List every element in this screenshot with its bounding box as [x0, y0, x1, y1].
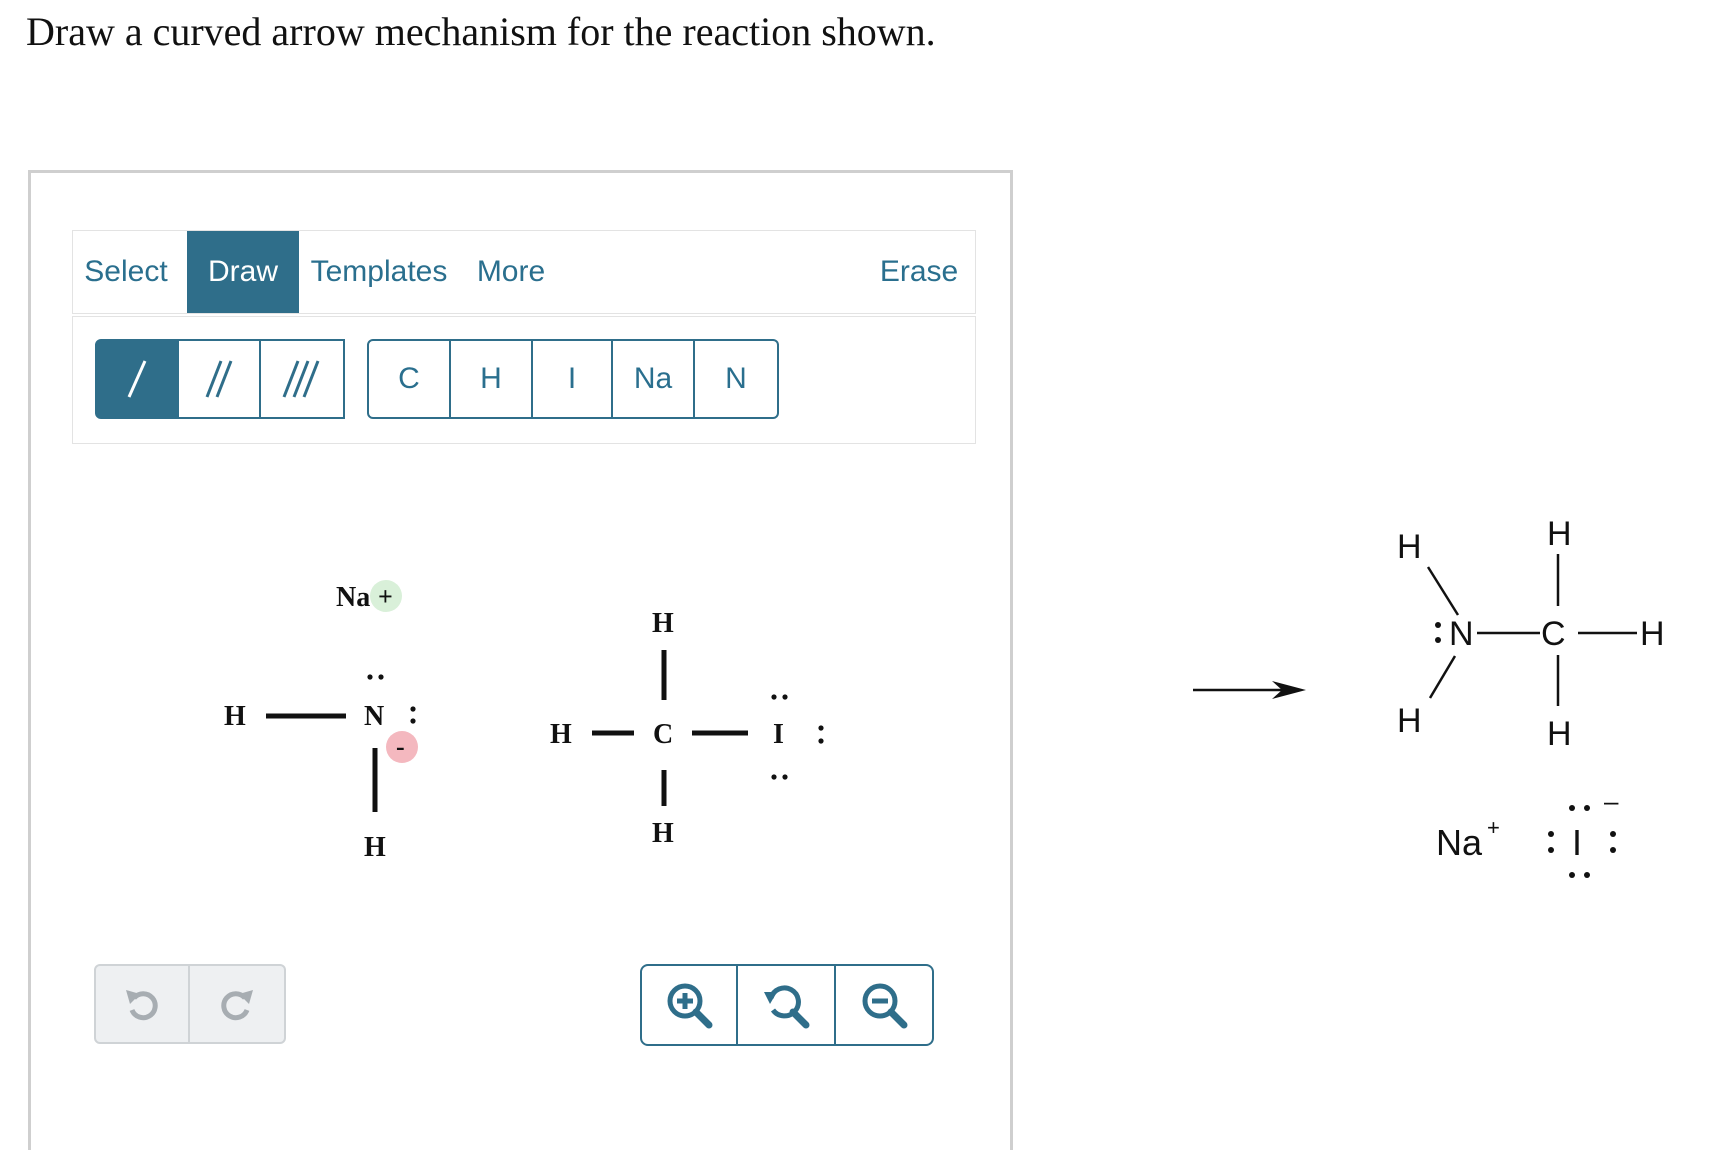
- product-sodium-charge: +: [1487, 815, 1500, 840]
- templates-menu[interactable]: Templates: [305, 231, 453, 313]
- zoom-out-button[interactable]: [836, 964, 934, 1046]
- question-text: Draw a curved arrow mechanism for the reaction shown.: [26, 9, 936, 54]
- element-n-button[interactable]: N: [695, 339, 779, 419]
- negative-charge-label: -: [396, 732, 405, 761]
- lone-pair-dot: [782, 694, 787, 699]
- lone-pair-dot: [782, 774, 787, 779]
- methyl-h-top[interactable]: H: [652, 608, 674, 639]
- element-i-button[interactable]: I: [533, 339, 613, 419]
- lone-pair-dot: [1569, 805, 1575, 811]
- positive-charge-label: +: [378, 582, 393, 611]
- product-n: N: [1449, 615, 1474, 653]
- product-h-c-top: H: [1547, 515, 1572, 553]
- sodium-label[interactable]: Na: [336, 582, 371, 613]
- zoom-in-icon: [664, 980, 714, 1030]
- lone-pair-dot: [367, 674, 372, 679]
- lone-pair-dot: [1548, 847, 1554, 853]
- product-h-n-top: H: [1397, 528, 1422, 566]
- undo-icon: [122, 984, 162, 1024]
- lone-pair-dot: [378, 674, 383, 679]
- methyl-i[interactable]: I: [773, 719, 784, 750]
- element-h-button[interactable]: H: [451, 339, 533, 419]
- zoom-in-button[interactable]: [640, 964, 738, 1046]
- lone-pair-dot: [1584, 872, 1590, 878]
- product-c: C: [1541, 615, 1566, 653]
- select-menu[interactable]: Select: [81, 231, 171, 313]
- history-buttons: [94, 964, 286, 1044]
- lone-pair-dot: [771, 694, 776, 699]
- amide-n[interactable]: N: [364, 701, 385, 732]
- lone-pair-dot: [1435, 637, 1441, 643]
- erase-button[interactable]: Erase: [879, 231, 959, 313]
- lone-pair-dot: [1610, 847, 1616, 853]
- redo-icon: [217, 984, 257, 1024]
- redo-button[interactable]: [190, 964, 286, 1044]
- methyl-h-left[interactable]: H: [550, 719, 572, 750]
- amide-h-bottom[interactable]: H: [364, 832, 386, 863]
- product-h-c-right: H: [1640, 615, 1665, 653]
- more-menu[interactable]: More: [473, 231, 549, 313]
- product-iodide: I: [1572, 822, 1583, 863]
- product-h-n-bottom: H: [1397, 702, 1422, 740]
- methyl-h-bottom[interactable]: H: [652, 818, 674, 849]
- lone-pair-dot: [1435, 622, 1441, 628]
- lone-pair-dot: [410, 718, 415, 723]
- amide-h-left[interactable]: H: [224, 701, 246, 732]
- product-h-c-bottom: H: [1547, 715, 1572, 753]
- undo-button[interactable]: [94, 964, 190, 1044]
- methyl-c[interactable]: C: [653, 719, 674, 750]
- lone-pair-dot: [1584, 805, 1590, 811]
- lone-pair-dot: [410, 706, 415, 711]
- element-na-button[interactable]: Na: [613, 339, 695, 419]
- lone-pair-dot: [1610, 831, 1616, 837]
- product-bond-n-h-bottom: [1430, 656, 1455, 698]
- zoom-buttons: [640, 964, 934, 1046]
- lone-pair-dot: [818, 725, 823, 730]
- draw-menu[interactable]: Draw: [187, 231, 299, 313]
- product-sodium: Na: [1436, 822, 1483, 863]
- zoom-out-icon: [859, 980, 909, 1030]
- element-c-button[interactable]: C: [367, 339, 451, 419]
- lone-pair-dot: [818, 738, 823, 743]
- product-bond-h-n-top: [1428, 567, 1458, 615]
- lone-pair-dot: [1569, 872, 1575, 878]
- product-iodide-charge: –: [1604, 786, 1619, 816]
- zoom-reset-button[interactable]: [738, 964, 836, 1046]
- lone-pair-dot: [1548, 831, 1554, 837]
- lone-pair-dot: [771, 774, 776, 779]
- zoom-reset-icon: [761, 980, 811, 1030]
